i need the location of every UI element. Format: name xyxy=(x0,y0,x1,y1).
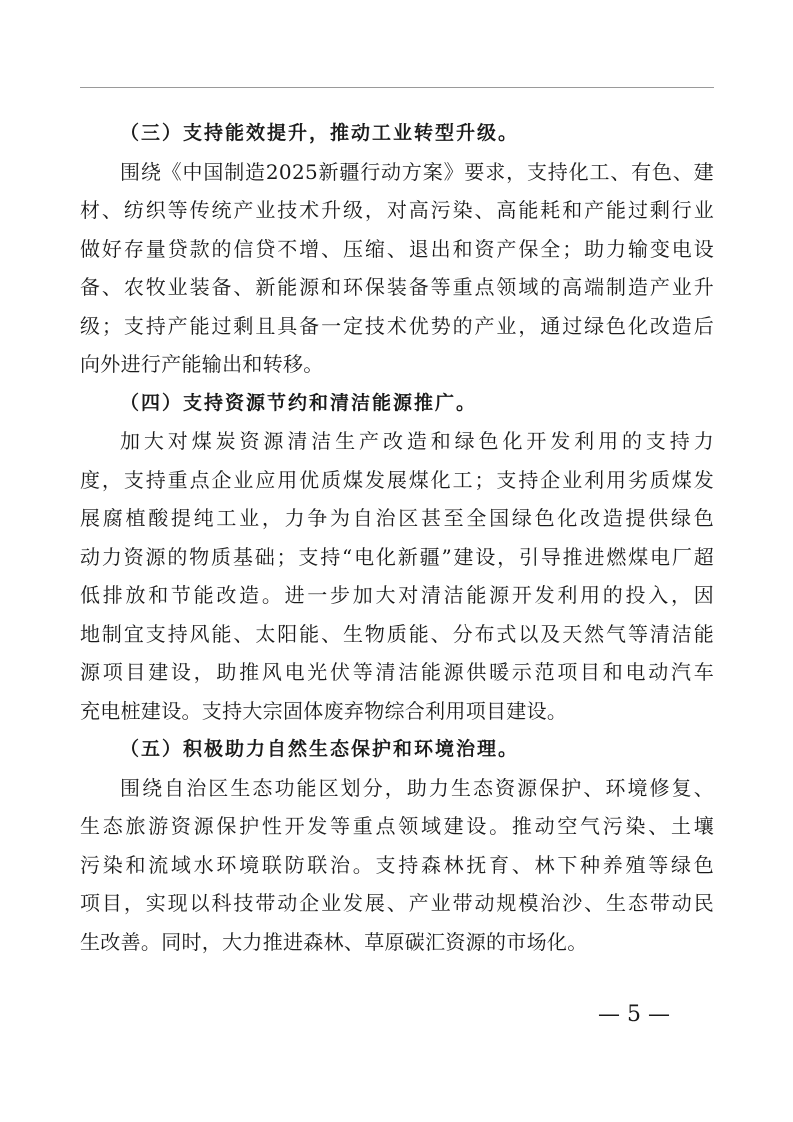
paragraph-line: 低排放和节能改造。进一步加大对清洁能源开发利用的投入，因 xyxy=(80,583,714,607)
body-text xyxy=(80,114,714,961)
paragraph-line: 生改善。同时，大力推进森林、草原碳汇资源的市场化。 xyxy=(80,929,588,954)
paragraph-line: 动力资源的物质基础；支持“电化新疆”建设，引导推进燃煤电厂超 xyxy=(80,544,714,569)
paragraph-line: 展腐植酸提纯工业，力争为自治区甚至全国绿色化改造提供绿色 xyxy=(80,506,714,530)
paragraph-line: 做好存量贷款的信贷不增、压缩、退出和资产保全；助力输变电设 xyxy=(80,236,714,261)
paragraph-line: 级；支持产能过剩且具备一定技术优势的产业，通过绿色化改造后 xyxy=(80,313,714,338)
paragraph-line: 材、纺织等传统产业技术升级，对高污染、高能耗和产能过剩行业 xyxy=(80,198,714,222)
page-number: — 5 — xyxy=(598,1002,670,1027)
header-divider xyxy=(80,87,714,88)
paragraph-line: 围绕自治区生态功能区划分，助力生态资源保护、环境修复、 xyxy=(120,775,714,800)
section-heading-3: （三）支持能效提升，推动工业转型升级。 xyxy=(120,122,520,144)
paragraph-line: 向外进行产能输出和转移。 xyxy=(80,352,324,376)
section-heading-5: （五）积极助力自然生态保护和环境治理。 xyxy=(120,738,520,760)
paragraph-line: 度，支持重点企业应用优质煤发展煤化工；支持企业利用劣质煤发 xyxy=(80,467,714,492)
paragraph-line: 生态旅游资源保护性开发等重点领域建设。推动空气污染、土壤 xyxy=(80,814,714,838)
paragraph-line: 项目，实现以科技带动企业发展、产业带动规模治沙、生态带动民 xyxy=(80,891,714,915)
paragraph-line: 备、农牧业装备、新能源和环保装备等重点领域的高端制造产业升 xyxy=(80,275,714,299)
paragraph-line: 地制宜支持风能、太阳能、生物质能、分布式以及天然气等清洁能 xyxy=(80,621,714,646)
paragraph-line: 污染和流域水环境联防联治。支持森林抚育、林下种养殖等绿色 xyxy=(80,852,714,877)
section-heading-4: （四）支持资源节约和清洁能源推广。 xyxy=(120,391,478,414)
paragraph-line: 充电桩建设。支持大宗固体废弃物综合利用项目建设。 xyxy=(80,698,568,723)
paragraph-line: 加大对煤炭资源清洁生产改造和绿色化开发利用的支持力 xyxy=(120,429,714,453)
paragraph-line: 围绕《中国制造2025新疆行动方案》要求，支持化工、有色、建 xyxy=(120,159,714,184)
paragraph-line: 源项目建设，助推风电光伏等清洁能源供暖示范项目和电动汽车 xyxy=(80,660,714,684)
